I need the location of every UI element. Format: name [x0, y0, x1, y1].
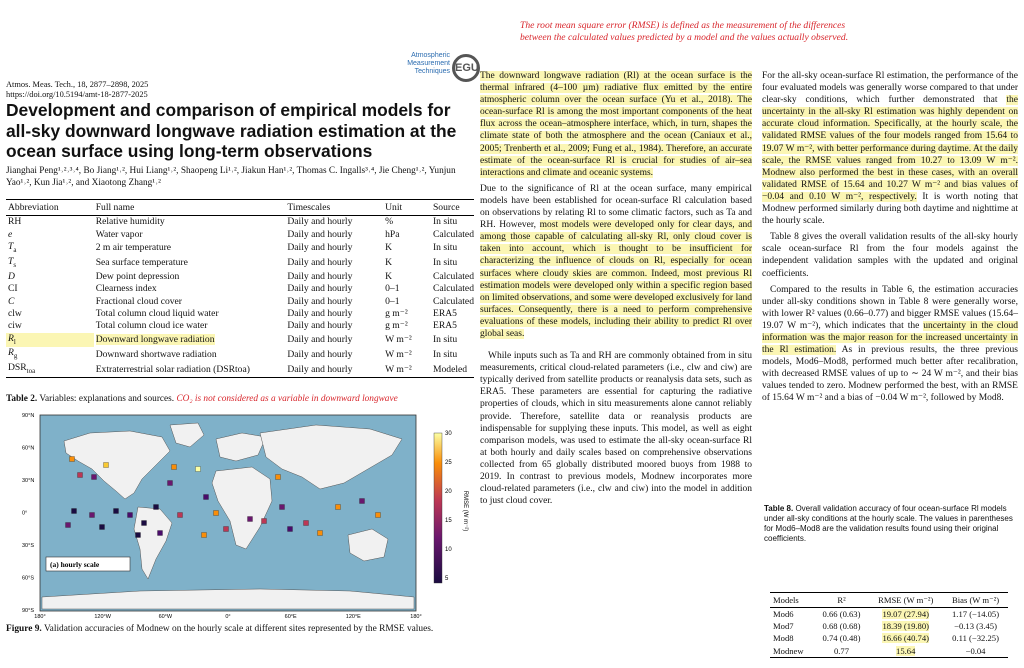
abbr-symbol: R — [8, 332, 14, 344]
source-cell — [431, 283, 474, 295]
timescale-cell — [285, 228, 383, 240]
table-row — [6, 228, 474, 240]
t8-header-bias: Bias (W m⁻²) — [943, 593, 1008, 608]
source-cell-text: ERA5 — [432, 320, 457, 332]
author-list: Jianghai Peng¹˒²˒³˒⁴, Bo Jiang¹˒², Hui Liang¹˒², Shaopeng Li¹˒², Jiakun Han¹˒², Thomas C. Ingalls³˒⁴, Jie Cheng¹˒², Yunjun Yao¹˒², Kun Jia¹˒², and Xiaotong Zhang¹˒² — [6, 166, 456, 188]
unit-cell-text: hPa — [385, 228, 400, 240]
panel-label: (a) hourly scale — [50, 560, 100, 569]
abbr-subscript: toa — [26, 367, 36, 376]
source-cell — [431, 295, 474, 307]
rmse-cell-text: 16.66 (40.74) — [882, 633, 929, 644]
unit-cell-text: g m⁻² — [385, 307, 408, 319]
unit-cell — [383, 228, 431, 240]
timescale-cell-text: Daily and hourly — [287, 334, 353, 345]
model-cell — [770, 620, 815, 632]
table-row — [6, 333, 474, 348]
colorbar-tick-label: 10 — [445, 547, 452, 553]
abbr-subscript: l — [13, 337, 16, 346]
allsky-text-a: For the all-sky ocean-surface Rl estimation, the performance of the four evaluated models was generally worse compared to that under clear-sky conditions, which further demonstrated that — [762, 71, 1018, 106]
figure9-caption-label: Figure 9. — [6, 624, 42, 634]
full-name-cell — [94, 333, 286, 348]
source-cell — [431, 347, 474, 362]
allsky-text-c: It is worth noting that Modnew performed similarly during both daytime and nighttime at the hourly scale. — [762, 191, 1018, 227]
table-row — [6, 295, 474, 307]
highlighted-compare: uncertainty in the cloud information was the major reason for the increased uncertainty in the Rl estimation. — [762, 320, 1018, 356]
journal-logo — [388, 50, 482, 94]
abbreviation-cell — [6, 283, 94, 295]
table2-caption — [6, 394, 486, 404]
model-cell-text: Mod8 — [773, 633, 794, 644]
r2-cell-text: 0.77 — [833, 645, 850, 656]
abbreviation-cell — [6, 320, 94, 332]
abbreviation-cell — [6, 333, 94, 348]
paragraph-compare — [762, 284, 1018, 405]
rmse-cell — [868, 632, 943, 644]
unit-cell-text: W m⁻² — [385, 334, 412, 345]
unit-cell — [383, 333, 431, 348]
buoy-site-marker — [224, 527, 229, 532]
abbr-subscript: a — [13, 245, 17, 254]
bias-cell-text: −0.13 (3.45) — [954, 621, 997, 632]
latitude-label: 0° — [22, 510, 28, 517]
unit-cell — [383, 295, 431, 307]
latitude-label: 90°S — [22, 608, 34, 614]
abbr-symbol: D — [8, 270, 15, 282]
timescale-cell — [285, 295, 383, 307]
abbreviation-cell — [6, 271, 94, 283]
timescale-cell — [285, 333, 383, 348]
table-row — [6, 216, 474, 229]
bias-cell-text: −0.04 — [965, 645, 986, 656]
unit-cell — [383, 241, 431, 256]
col-header-timescales: Timescales — [285, 200, 383, 216]
timescale-cell — [285, 347, 383, 362]
table8-caption-text: Overall validation accuracy of four ocean-surface Rl models under all-sky conditions at the hourly scale. The values in parentheses for Mod6–Mod8 are the validation results found using their original coefficients. — [764, 504, 1013, 543]
source-cell-text: In situ — [432, 242, 458, 254]
timescale-cell — [285, 308, 383, 320]
t8-header-r2: R² — [815, 593, 869, 608]
buoy-site-marker — [92, 475, 97, 480]
buoy-site-marker — [318, 531, 323, 536]
buoy-site-marker — [70, 457, 75, 462]
abbr-symbol: ciw — [8, 320, 22, 332]
source-cell — [431, 362, 474, 377]
unit-cell — [383, 308, 431, 320]
buoy-site-marker — [136, 533, 141, 538]
table8-caption-label: Table 8. — [764, 504, 794, 513]
timescale-cell-text: Daily and hourly — [287, 307, 353, 319]
full-name-cell-text: Downward shortwave radiation — [95, 348, 217, 360]
abbr-symbol: C — [8, 295, 15, 307]
rmse-note-line-2: between the calculated values predicted by a model and the values actually observed. — [520, 32, 849, 43]
rmse-note-line-1: The root mean square error (RMSE) is defined as the measurement of the differences — [520, 20, 846, 31]
full-name-cell-text: 2 m air temperature — [95, 242, 172, 254]
abbr-subscript: s — [13, 260, 17, 269]
table8-intro-text: Table 8 gives the overall validation results of the all-sky hourly scale ocean-surface Rl from the four models against the independent validation samples with the updated and original coefficients. — [762, 232, 1018, 279]
full-name-cell-text: Water vapor — [95, 228, 143, 240]
timescale-cell-text: Daily and hourly — [287, 348, 353, 360]
buoy-site-marker — [104, 463, 109, 468]
full-name-cell-text: Extraterrestrial solar radiation (DSRtoa) — [95, 363, 250, 375]
longitude-label: 120°E — [345, 614, 361, 619]
bias-cell — [943, 620, 1008, 632]
inputs-text: While inputs such as Ta and RH are commonly obtained from in situ measurements, critical cloud-related parameters (i.e., clw and ciw) are typically derived from satellite products or reanalysis data sets, such as ERA5. These parameters are essential for capturing the radiative properties of clouds, which in situ measurements alone cannot reliably provide. Therefore, satellite data or reanalysis products are indispensable for supplying these inputs. This model, as well as eight comparison models, was used to estimate the all-sky ocean-surface Rl at both hourly and daily scales based on comprehensive observations collected from 65 globally distributed moored buoys from 1988 to 2019. In contrast to previous models, Modnew incorporates more cloud-related parameters (i.e., clw and ciw) into the model in addition to just cloud cover. — [480, 351, 752, 507]
table-row — [6, 362, 474, 377]
buoy-site-marker — [154, 505, 159, 510]
table8-row — [770, 620, 1008, 632]
paragraph-intro — [480, 70, 752, 179]
unit-cell-text: % — [385, 216, 394, 228]
full-name-cell-text: Relative humidity — [95, 216, 165, 228]
source-cell-text: Calculated — [432, 270, 474, 282]
bias-cell — [943, 632, 1008, 644]
timescale-cell — [285, 362, 383, 377]
model-cell — [770, 632, 815, 644]
unit-cell-text: W m⁻² — [385, 348, 412, 360]
paragraph-allsky — [762, 70, 1018, 227]
full-name-cell-text: Total column cloud liquid water — [95, 307, 219, 319]
source-cell-text: In situ — [432, 334, 458, 345]
unit-cell-text: 0–1 — [385, 295, 400, 307]
source-cell-text: Calculated — [432, 228, 474, 240]
colorbar-title: RMSE (W m⁻²) — [462, 490, 468, 532]
unit-cell-text: 0–1 — [385, 283, 400, 295]
rmse-cell-text: 19.07 (27.94) — [882, 609, 929, 620]
colorbar-tick-label: 15 — [445, 518, 452, 524]
panel-label-box — [46, 557, 130, 571]
paragraph-inputs — [480, 350, 752, 507]
table8-row — [770, 608, 1008, 621]
rmse-cell — [868, 620, 943, 632]
r2-cell-text: 0.68 (0.68) — [822, 621, 861, 632]
colorbar-tick-label: 25 — [445, 460, 452, 466]
timescale-cell-text: Daily and hourly — [287, 270, 353, 282]
source-cell-text: In situ — [432, 257, 458, 269]
source-cell-text: Modeled — [432, 363, 468, 375]
full-name-cell — [94, 320, 286, 332]
table8-caption — [764, 504, 1014, 544]
table-row — [6, 271, 474, 283]
r2-cell — [815, 645, 869, 658]
timescale-cell-text: Daily and hourly — [287, 242, 353, 254]
column-middle — [480, 70, 752, 511]
abbr-symbol: T — [8, 240, 14, 252]
latitude-label: 90°N — [22, 413, 35, 419]
unit-cell-text: K — [385, 242, 393, 254]
timescale-cell — [285, 216, 383, 229]
full-name-cell — [94, 308, 286, 320]
longitude-label: 180° — [410, 614, 422, 619]
full-name-cell-text: Dew point depression — [95, 270, 180, 282]
abbreviation-cell — [6, 308, 94, 320]
full-name-cell-text: Clearness index — [95, 283, 157, 295]
source-cell — [431, 228, 474, 240]
source-cell — [431, 320, 474, 332]
full-name-cell-text: Fractional cloud cover — [95, 295, 182, 307]
buoy-site-marker — [72, 509, 77, 514]
timescale-cell-text: Daily and hourly — [287, 363, 353, 375]
buoy-site-marker — [168, 481, 173, 486]
logo-line-3: Techniques — [414, 68, 450, 75]
abbreviation-cell — [6, 256, 94, 271]
longitude-label: 180° — [34, 614, 46, 619]
model-cell — [770, 645, 815, 658]
bias-cell-text: 0.11 (−32.25) — [952, 633, 999, 644]
buoy-site-marker — [66, 523, 71, 528]
unit-cell-text: g m⁻² — [385, 320, 408, 332]
col-header-abbreviation: Abbreviation — [6, 200, 94, 216]
table-row — [6, 241, 474, 256]
timescale-cell-text: Daily and hourly — [287, 228, 353, 240]
validation-table — [770, 592, 1008, 658]
abbr-symbol: T — [8, 255, 14, 267]
buoy-site-marker — [214, 511, 219, 516]
highlighted-allsky: the uncertainty in the all-sky Rl estimation was highly dependent on accurate cloud information. Specifically, at the hourly scale, the validated RMSE values of the four models ranged from 15.64 to 19.07 W m⁻², with better performance during daytime. At the daily scale, the RMSE values ranged from 10.27 to 13.09 W m⁻². Modnew also performed the best in these cases, with an overall validated RMSE of 15.64 and 10.27 W m⁻² and bias values of −0.04 and 0.10 W m⁻², respectively. — [762, 95, 1018, 202]
unit-cell — [383, 283, 431, 295]
longitude-label: 0° — [225, 614, 231, 619]
journal-info — [6, 80, 148, 100]
rmse-definition-note — [520, 20, 990, 44]
timescale-cell — [285, 283, 383, 295]
model-cell-text: Mod7 — [773, 621, 794, 632]
source-cell — [431, 308, 474, 320]
models-text-a: Due to the significance of Rl at the ocean surface, many empirical models have been established for ocean-surface Rl calculation based on observations by relating Rl to some climatic factors, such as Ta and RH. However, — [480, 183, 752, 231]
source-cell-text: Calculated — [432, 283, 474, 295]
buoy-site-marker — [196, 467, 201, 472]
table-row — [6, 283, 474, 295]
latitude-label: 30°S — [22, 543, 34, 549]
abbr-subscript: g — [13, 352, 18, 361]
bias-cell-text: 1.17 (−14.05) — [952, 609, 1000, 620]
source-cell — [431, 216, 474, 229]
buoy-site-marker — [336, 505, 341, 510]
buoy-site-marker — [142, 521, 147, 526]
buoy-site-marker — [288, 527, 293, 532]
unit-cell — [383, 271, 431, 283]
colorbar-tick-label: 20 — [445, 489, 452, 495]
buoy-site-marker — [158, 531, 163, 536]
rmse-cell-text: 18.39 (19.80) — [882, 621, 929, 632]
abbreviation-cell — [6, 228, 94, 240]
rmse-cell — [868, 608, 943, 621]
rmse-cell-text: 15.64 — [896, 645, 916, 656]
abbreviation-cell — [6, 216, 94, 229]
r2-cell — [815, 632, 869, 644]
source-cell-text: In situ — [432, 348, 458, 360]
unit-cell — [383, 320, 431, 332]
paper-title: Development and comparison of empirical models for all-sky downward longwave radiation estimation at the ocean surface using long-term observations — [6, 100, 457, 161]
table-header-row — [6, 200, 474, 216]
abbreviation-cell — [6, 362, 94, 377]
abbr-symbol: DSR — [8, 362, 27, 374]
r2-cell-text: 0.74 (0.48) — [822, 633, 861, 644]
source-cell-text: In situ — [432, 216, 458, 228]
buoy-site-marker — [78, 473, 83, 478]
buoy-site-marker — [304, 521, 309, 526]
unit-cell-text: W m⁻² — [385, 363, 412, 375]
full-name-cell — [94, 256, 286, 271]
bias-cell — [943, 645, 1008, 658]
unit-cell — [383, 216, 431, 229]
table8-row — [770, 632, 1008, 644]
colorbar-tick-label: 30 — [445, 431, 452, 437]
timescale-cell — [285, 320, 383, 332]
column-right — [762, 70, 1018, 409]
bias-cell — [943, 608, 1008, 621]
col-header-source: Source — [431, 200, 474, 216]
t8-header-rmse: RMSE (W m⁻²) — [868, 593, 943, 608]
full-name-cell-text: Sea surface temperature — [95, 257, 188, 269]
unit-cell-text: K — [385, 270, 393, 282]
buoy-site-marker — [202, 533, 207, 538]
colorbar-tick-label: 5 — [445, 576, 449, 582]
source-cell-text: Calculated — [432, 295, 474, 307]
full-name-cell — [94, 295, 286, 307]
abbr-symbol: e — [8, 228, 13, 240]
abbr-symbol: RH — [8, 216, 22, 228]
buoy-site-marker — [100, 525, 105, 530]
figure9-caption — [6, 624, 486, 634]
egu-logo-icon: EGU — [452, 54, 480, 82]
source-cell — [431, 271, 474, 283]
abbr-symbol: CI — [8, 283, 18, 295]
longitude-label: 60°W — [158, 614, 173, 619]
buoy-site-marker — [114, 509, 119, 514]
unit-cell — [383, 256, 431, 271]
buoy-site-marker — [172, 465, 177, 470]
timescale-cell-text: Daily and hourly — [287, 283, 353, 295]
buoy-site-marker — [90, 513, 95, 518]
full-name-cell-text: Downward longwave radiation — [95, 334, 215, 345]
buoy-site-marker — [376, 513, 381, 518]
source-cell — [431, 256, 474, 271]
t8-header-models: Models — [770, 593, 815, 608]
doi-link[interactable]: https://doi.org/10.5194/amt-18-2877-2025 — [6, 90, 148, 99]
full-name-cell-text: Total column cloud ice water — [95, 320, 208, 332]
rmse-site-map — [20, 411, 472, 619]
r2-cell — [815, 608, 869, 621]
timescale-cell-text: Daily and hourly — [287, 216, 353, 228]
table8-row — [770, 645, 1008, 658]
full-name-cell — [94, 347, 286, 362]
source-cell-text: ERA5 — [432, 307, 457, 319]
full-name-cell — [94, 283, 286, 295]
buoy-site-marker — [276, 475, 281, 480]
timescale-cell-text: Daily and hourly — [287, 295, 353, 307]
source-cell — [431, 241, 474, 256]
col-header-full-name: Full name — [94, 200, 286, 216]
model-cell-text: Modnew — [773, 645, 804, 656]
buoy-site-marker — [360, 499, 365, 504]
col-header-unit: Unit — [383, 200, 431, 216]
table8-header-row — [770, 593, 1008, 608]
table2-caption-text: Variables: explanations and sources. — [39, 394, 175, 404]
compare-text-a: Compared to the results in Table 6, the estimation accuracies under all-sky conditions shown in Table 8 were generally worse, with lower R² values (0.66–0.77) and bigger RMSE values (15.64–19.07 W m⁻²), which indicates that the — [762, 284, 1018, 331]
abbreviation-cell — [6, 347, 94, 362]
timescale-cell-text: Daily and hourly — [287, 257, 353, 269]
latitude-label: 60°S — [22, 575, 34, 582]
colorbar — [434, 433, 442, 583]
table2-red-note: CO₂ is not considered as a variable in downward longwave — [176, 394, 398, 404]
unit-cell — [383, 362, 431, 377]
table-row — [6, 308, 474, 320]
abbr-symbol: clw — [8, 307, 22, 319]
r2-cell — [815, 620, 869, 632]
buoy-site-marker — [178, 513, 183, 518]
highlighted-intro: The downward longwave radiation (Rl) at the ocean surface is the thermal infrared (4–100 µm) radiative flux emitted by the entire atmospheric column over the ocean surface (Yu et al., 2018). The ocean-surface Rl is among the most important components of the heat flux across the ocean–atmosphere interface, which, in turn, shapes the climate state of both the atmosphere and the ocean (Caniaux et al., 2005; Trenberth et al., 2009; Fung et al., 1984). Therefore, an accurate estimate of the ocean-surface Rl is crucial for studies of air–sea interactions and climate and oceanic systems. — [480, 71, 752, 178]
unit-cell — [383, 347, 431, 362]
latitude-label: 60°N — [22, 445, 35, 452]
table-row — [6, 320, 474, 332]
table-row — [6, 347, 474, 362]
r2-cell-text: 0.66 (0.63) — [822, 609, 861, 620]
timescale-cell-text: Daily and hourly — [287, 320, 353, 332]
model-cell — [770, 608, 815, 621]
figure9-caption-text: Validation accuracies of Modnew on the hourly scale at different sites represented by the RMSE values. — [43, 624, 434, 634]
abbreviation-cell — [6, 241, 94, 256]
buoy-site-marker — [248, 517, 253, 522]
abbr-symbol: R — [8, 347, 14, 359]
full-name-cell — [94, 241, 286, 256]
buoy-site-marker — [204, 495, 209, 500]
table2-caption-label: Table 2. — [6, 394, 38, 404]
full-name-cell — [94, 216, 286, 229]
unit-cell-text: K — [385, 257, 393, 269]
logo-line-1: Atmospheric — [411, 52, 450, 59]
variables-table — [6, 199, 474, 378]
full-name-cell — [94, 271, 286, 283]
buoy-site-marker — [128, 513, 133, 518]
model-cell-text: Mod6 — [773, 609, 794, 620]
paragraph-models — [480, 183, 752, 340]
full-name-cell — [94, 228, 286, 240]
compare-text-c: As in previous results, the three previous models, Mod6–Mod8, performed much better after recalibration, with decreased RMSE values of up to ∼ 24 W m⁻², and their bias values tended to zero. Modnew performed the best, with an RMSE of 15.64 W m⁻² and a bias of −0.04 W m⁻², followed by Mod8. — [762, 345, 1018, 404]
buoy-site-marker — [280, 505, 285, 510]
table-row — [6, 256, 474, 271]
source-cell — [431, 333, 474, 348]
longitude-label: 60°E — [284, 614, 297, 619]
rmse-cell — [868, 645, 943, 658]
abbreviation-cell — [6, 295, 94, 307]
longitude-label: 120°W — [94, 614, 111, 619]
timescale-cell — [285, 241, 383, 256]
highlighted-models: most models were developed only for clear days, and among those capable of calculating all-sky Rl, only cloud cover is taken into account, which is thought to be insufficient for characterizing the influence of clouds on Rl, especially for ocean surfaces where cloudy skies are common. Indeed, most previous Rl estimation models were developed only within a specific region based on limited observations, and some were developed exclusively for land surfaces. Consequently, there is a need to perform comprehensive evaluations of these models, including their ability to predict Rl over global seas. — [480, 220, 752, 339]
timescale-cell — [285, 256, 383, 271]
latitude-label: 30°N — [22, 478, 35, 484]
full-name-cell — [94, 362, 286, 377]
logo-line-2: Measurement — [407, 60, 450, 67]
buoy-site-marker — [262, 519, 267, 524]
timescale-cell — [285, 271, 383, 283]
journal-citation: Atmos. Meas. Tech., 18, 2877–2898, 2025 — [6, 80, 149, 89]
paragraph-table8-intro — [762, 231, 1018, 279]
